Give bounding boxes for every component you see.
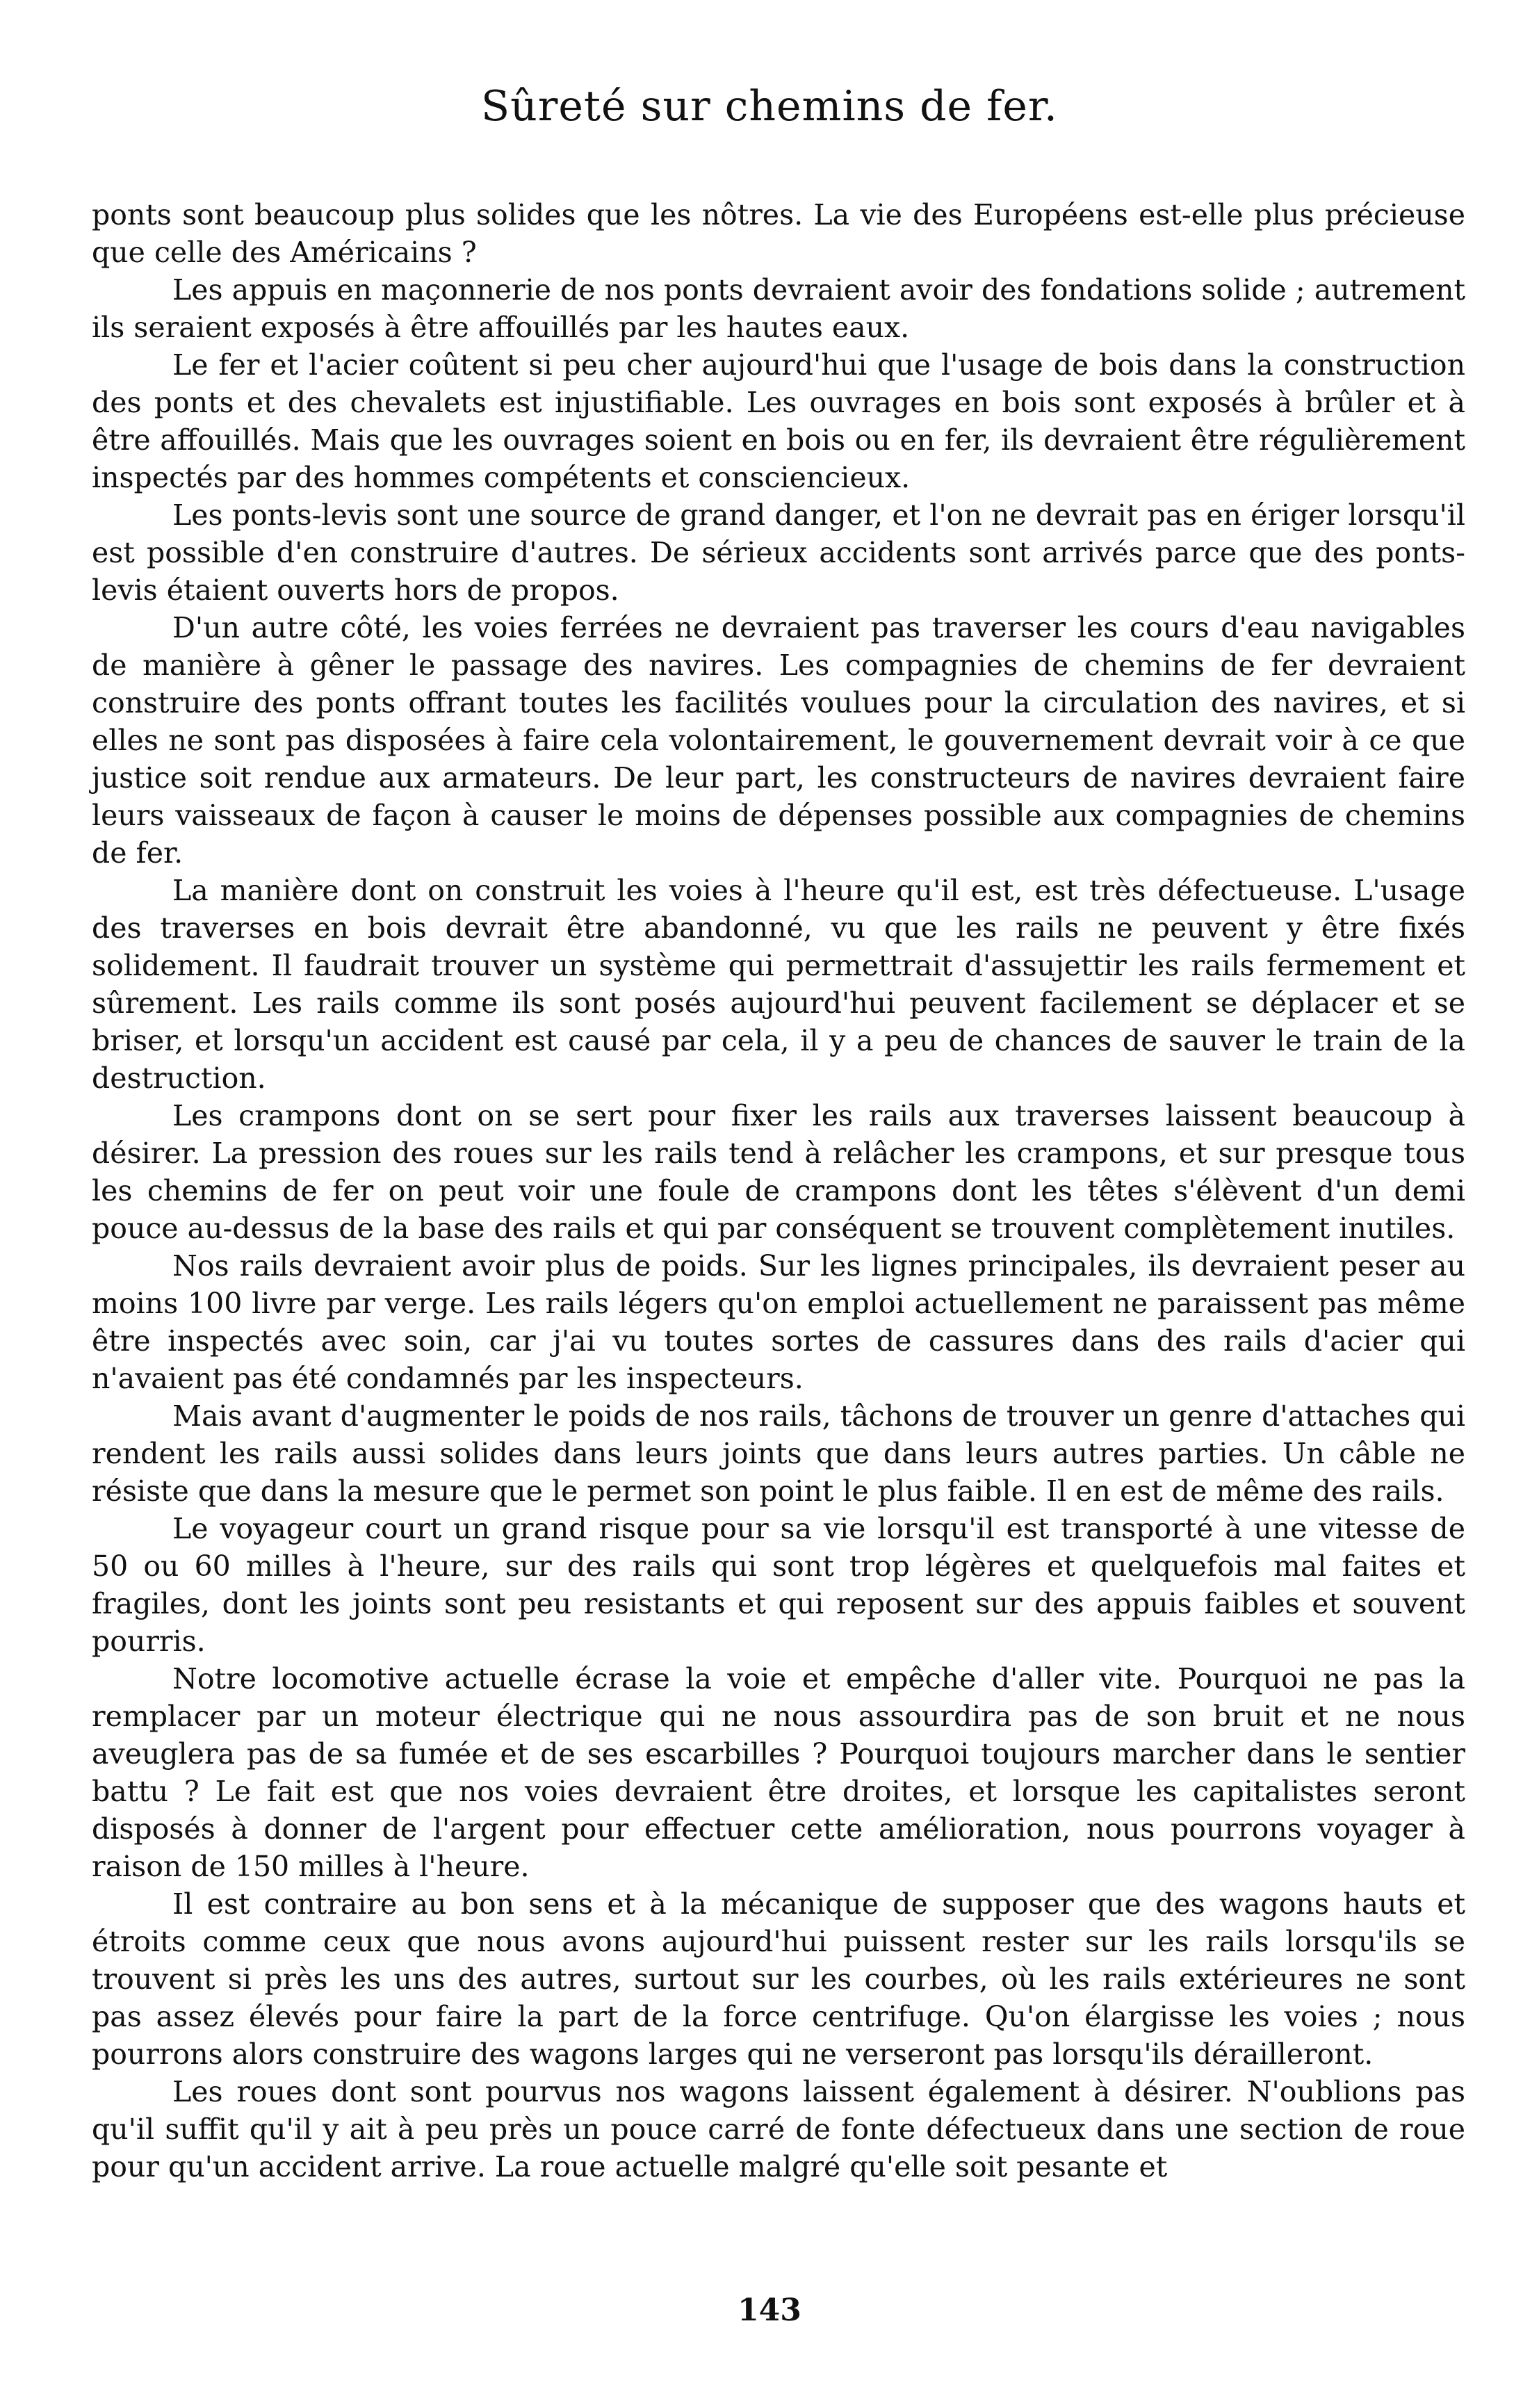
paragraph: Les roues dont sont pourvus nos wagons laissent également à désirer. N'oublions pas qu'il suffit qu'il y ait à peu près un pouce carré de fonte défectueux dans une section de roue pour qu'un accident arrive. La roue actuelle malgré qu'elle soit pesante et bbox=[92, 2075, 1465, 2183]
paragraph: Mais avant d'augmenter le poids de nos rails, tâchons de trouver un genre d'attaches qui rendent les rails aussi solides dans leurs joints que dans leurs autres parties. Un câble ne résiste que dans la mesure que le permet son point le plus faible. Il en est de même des rails. bbox=[92, 1399, 1465, 1508]
paragraph: D'un autre côté, les voies ferrées ne devraient pas traverser les cours d'eau navigables de manière à gêner le passage des navires. Les compagnies de chemins de fer devraient construire des ponts offrant toutes les facilités voulues pour la circulation des navires, et si elles ne sont pas disposées à faire cela volontairement, le gouvernement devrait voir à ce que justice soit rendue aux armateurs. De leur part, les constructeurs de navires devraient faire leurs vaisseaux de façon à causer le moins de dépenses possible aux compagnies de chemins de fer. bbox=[92, 611, 1465, 870]
paragraph: Les crampons dont on se sert pour fixer les rails aux traverses laissent beaucoup à désirer. La pression des roues sur les rails tend à relâcher les crampons, et sur presque tous les chemins de fer on peut voir une foule de crampons dont les têtes s'élèvent d'un demi pouce au-dessus de la base des rails et qui par conséquent se trouvent complètement inutiles. bbox=[92, 1099, 1465, 1245]
page-number: 143 bbox=[738, 2293, 801, 2328]
paragraph: ponts sont beaucoup plus solides que les nôtres. La vie des Européens est-elle plus précieuse que celle des Américains ? bbox=[92, 198, 1465, 269]
paragraph: Le fer et l'acier coûtent si peu cher aujourd'hui que l'usage de bois dans la construction des ponts et des chevalets est injustifiable. Les ouvrages en bois sont exposés à brûler et à être affouillés. Mais que les ouvrages soient en bois ou en fer, ils devraient être régulièrement inspectés par des hommes compétents et consciencieux. bbox=[92, 348, 1465, 494]
page-title: Sûreté sur chemins de fer. bbox=[480, 82, 1059, 131]
body-text bbox=[92, 196, 1465, 2186]
paragraph: La manière dont on construit les voies à l'heure qu'il est, est très défectueuse. L'usage des traverses en bois devrait être abandonné, vu que les rails ne peuvent y être fixés solidement. Il faudrait trouver un système qui permettrait d'assujettir les rails fermement et sûrement. Les rails comme ils sont posés aujourd'hui peuvent facilement se déplacer et se briser, et lorsqu'un accident est causé par cela, il y a peu de chances de sauver le train de la destruction. bbox=[92, 874, 1465, 1095]
paragraph: Les appuis en maçonnerie de nos ponts devraient avoir des fondations solide ; autrement ils seraient exposés à être affouillés par les hautes eaux. bbox=[92, 273, 1465, 344]
paragraph: Les ponts-levis sont une source de grand danger, et l'on ne devrait pas en ériger lorsqu'il est possible d'en construire d'autres. De sérieux accidents sont arrivés parce que des ponts-levis étaient ouverts hors de propos. bbox=[92, 498, 1465, 607]
paragraph: Nos rails devraient avoir plus de poids. Sur les lignes principales, ils devraient peser au moins 100 livre par verge. Les rails légers qu'on emploi actuellement ne paraissent pas même être inspectés avec soin, car j'ai vu toutes sortes de cassures dans des rails d'acier qui n'avaient pas été condamnés par les inspecteurs. bbox=[92, 1249, 1465, 1395]
paragraph: Il est contraire au bon sens et à la mécanique de supposer que des wagons hauts et étroits comme ceux que nous avons aujourd'hui puissent rester sur les rails lorsqu'ils se trouvent si près les uns des autres, surtout sur les courbes, où les rails extérieures ne sont pas assez élevés pour faire la part de la force centrifuge. Qu'on élargisse les voies ; nous pourrons alors construire des wagons larges qui ne verseront pas lorsqu'ils dérailleront. bbox=[92, 1887, 1465, 2071]
paragraph: Notre locomotive actuelle écrase la voie et empêche d'aller vite. Pourquoi ne pas la remplacer par un moteur électrique qui ne nous assourdira pas de son bruit et ne nous aveuglera pas de sa fumée et de ses escarbilles ? Pourquoi toujours marcher dans le sentier battu ? Le fait est que nos voies devraient être droites, et lorsque les capitalistes seront disposés à donner de l'argent pour effectuer cette amélioration, nous pourrons voyager à raison de 150 milles à l'heure. bbox=[92, 1662, 1465, 1883]
paragraph: Le voyageur court un grand risque pour sa vie lorsqu'il est transporté à une vitesse de 50 ou 60 milles à l'heure, sur des rails qui sont trop légères et quelquefois mal faites et fragiles, dont les joints sont peu resistants et qui reposent sur des appuis faibles et souvent pourris. bbox=[92, 1512, 1465, 1658]
